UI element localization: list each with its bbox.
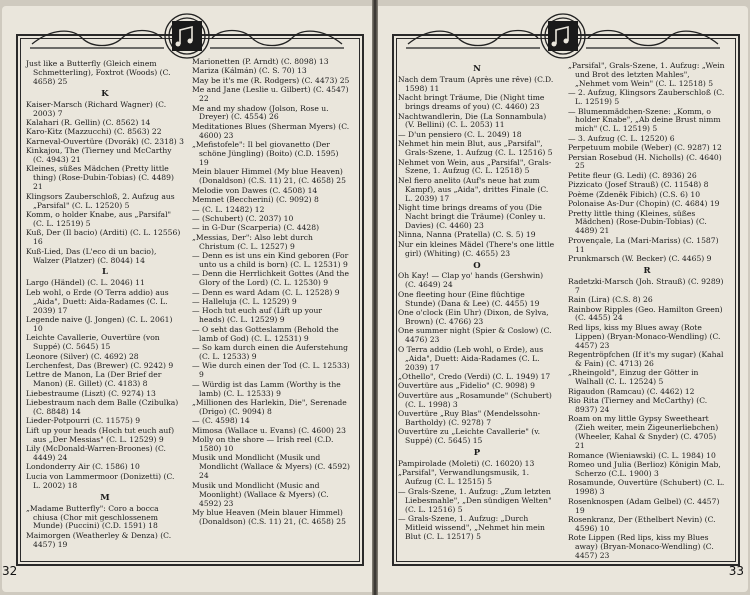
index-entry: — Blumenmädchen-Szene: „Komm, o holder Knabe", „Ab deine Brust nimm mich" (C. L. 12519) 5 xyxy=(568,106,721,134)
index-entry: Petite fleur (G. Ledi) (C. 8936) 26 xyxy=(568,170,697,180)
index-entry: — Denn es ward Adam (C. L. 12528) 9 xyxy=(192,287,340,297)
index-entry: Lily (McDonald-Warren-Broones) (C. 4449) 24 xyxy=(26,444,166,463)
index-entry: Klingsors Zauberschloß, 2. Aufzug aus „Parsifal" (C. L. 12520) 5 xyxy=(26,191,175,210)
index-entry: — in G-Dur (Scarperia) (C. 4428) xyxy=(192,223,320,233)
index-entry: — O seht das Gotteslamm (Behold the lamb of God) (C. L. 12531) 9 xyxy=(192,324,339,343)
index-entry: Rainbow Ripples (Geo. Hamilton Green) (C. 4455) 24 xyxy=(568,304,723,323)
index-entry: Leb wohl, o Erde (O Terra addio) aus „Aida", Duett: Aida-Radames (C. L. 2039) 17 xyxy=(26,287,169,315)
index-entry: Persian Rosebud (H. Nicholls) (C. 4640) 25 xyxy=(568,152,722,171)
index-entry: Roam on my little Gypsy Sweetheart (Zieh weiter, mein Zigeunerliebchen) (Wheeler, Kahal & Snyder) (C. 4705) 21 xyxy=(568,414,719,451)
left-column-2 xyxy=(192,58,350,527)
index-entry: Molly on the shore — Irish reel (C.D. 1580) 10 xyxy=(192,435,334,454)
index-entry: Ouvertüre „Ruy Blas" (Mendelssohn-Bartholdy) (C. 9278) 7 xyxy=(398,409,541,427)
index-entry: „Rheingold", Einzug der Götter in Walhall (C. L. 12524) 5 xyxy=(568,368,699,387)
index-entry: Romeo und Julia (Berlioz) Königin Mab, Scherzo (C.L. 1900) 3 xyxy=(568,459,721,478)
left-column-1 xyxy=(26,60,184,550)
index-entry: Kuß, Der (Il bacio) (Arditi) (C. L. 12556) 16 xyxy=(26,228,181,247)
section-letter: K xyxy=(101,88,109,99)
index-entry: — Denn es ist uns ein Kind geboren (For unto us a child is born) (C. L. 12531) 9 xyxy=(192,251,349,269)
index-entry: Mariza (Kálmán) (C. S. 70) 13 xyxy=(192,66,307,76)
index-entry: Liebestraum nach dem Balle (Czibulka) (C. 8848) 14 xyxy=(26,398,179,417)
index-entry: Melodie von Dawes (C. 4508) 14 xyxy=(192,185,318,195)
index-entry: — So kam durch einen die Auferstehung (C. L. 12533) 9 xyxy=(192,343,348,361)
index-entry: Nur ein kleines Mädel (There's one little girl) (Whiting) (C. 4655) 23 xyxy=(398,239,555,258)
index-entry: „Madame Butterfly": Coro a bocca chiusa (Chor mit geschlossenem Munde) (Puccini) (C.D. 1591) 18 xyxy=(26,503,159,531)
index-entry: Karneval-Ouvertüre (Dvorák) (C. 2318) 3 xyxy=(26,136,184,146)
index-entry: Nehmet von Wein, aus „Parsifal", Grals-Szene, 1. Aufzug (C. L. 12518) 5 xyxy=(398,157,552,176)
header-ornament xyxy=(398,8,728,66)
index-entry: Ouvertüre zu „Leichte Cavallerie" (v. Suppé) (C. 5645) 15 xyxy=(398,427,541,446)
index-entry: Mein blauer Himmel (My blue Heaven) (Donaldson) (C.S. 11) 21, (C. 4658) 25 xyxy=(192,167,346,186)
index-entry: Nach dem Traum (Après une rêve) (C.D. 1598) 11 xyxy=(398,74,554,93)
index-entry: Red lips, kiss my Blues away (Rote Lippen) (Bryan-Monaco-Wendling) (C. 4457) 23 xyxy=(568,322,721,350)
index-entry: Just like a Butterfly (Gleich einem Schmetterling), Foxtrot (Woods) (C. 4658) 25 xyxy=(26,59,171,86)
index-entry: Rosamunde, Ouvertüre (Schubert) (C. L. 1998) 3 xyxy=(568,478,725,497)
index-entry: — Halleluja (C. L. 12529) 9 xyxy=(192,297,297,307)
index-entry: Radetzki-Marsch (Joh. Strauß) (C. 9289) 7 xyxy=(568,276,724,295)
index-entry: — 2. Aufzug, Klingsors Zauberschloß (C. L. 12519) 5 xyxy=(568,88,725,107)
index-entry: Kuß-Lied, Das (L'eco di un bacio), Walzer (Platzer) (C. 8044) 14 xyxy=(26,246,157,265)
index-entry: — Grals-Szene, 1. Aufzug: „Zum letzten Liebesmahle", „Den sündigen Welten" (C. L. 12516) 5 xyxy=(398,486,552,514)
index-entry: O Terra addio (Leb wohl, o Erde), aus „Aida", Duett: Aida-Radames (C. L. 2039) 17 xyxy=(398,344,544,372)
index-entry: Mimosa (Wallace u. Evans) (C. 4600) 23 xyxy=(192,425,346,435)
index-entry: Karo-Kitz (Mazzucchi) (C. 8563) 22 xyxy=(26,127,162,137)
page-number: 33 xyxy=(728,564,744,578)
index-entry: Rosenknospen (Adam Gelbel) (C. 4457) 19 xyxy=(568,496,720,515)
section-letter: N xyxy=(473,64,481,74)
right-column-1 xyxy=(398,62,556,542)
index-entry: Lettre de Manon, La (Der Brief der Manon) (E. Gillet) (C. 4183) 8 xyxy=(26,370,162,389)
index-entry: Memnet (Beccherini) (C. 9092) 8 xyxy=(192,195,319,205)
index-entry: One fleeting hour (Eine flüchtige Stunde) (Dana & Lee) (C. 4455) 19 xyxy=(398,289,540,308)
index-entry: Ouvertüre aus „Rosamunde" (Schubert) (C. L. 1998) 3 xyxy=(398,390,552,409)
section-letter: M xyxy=(100,492,110,503)
index-entry: Lerchenfest, Das (Brewer) (C. 9242) 9 xyxy=(26,361,174,370)
index-entry: One summer night (Spier & Coslow) (C. 4476) 23 xyxy=(398,326,552,345)
section-letter: P xyxy=(473,448,481,459)
index-entry: Kaiser-Marsch (Richard Wagner) (C. 2003) 7 xyxy=(26,99,167,118)
index-entry: Rain (Lira) (C.S. 8) 26 xyxy=(568,295,653,305)
index-entry: „Parsifal", Grals-Szene, 1. Aufzug: „Wein und Brot des letzten Mahles", „Nehmet vom Wein" (C. L. 12518) 5 xyxy=(568,61,725,88)
index-entry: Romance (Wieniawski) (C. L. 1984) 10 xyxy=(568,450,716,460)
index-entry: — Würdig ist das Lamm (Worthy is the lamb) (C. L. 12533) 9 xyxy=(192,379,341,398)
index-entry: „Parsifal", Verwandlungsmusik, 1. Aufzug (C. L. 12515) 5 xyxy=(398,468,530,487)
index-entry: — (C. L. 12482) 12 xyxy=(192,204,265,214)
index-entry: „Millionen des Harlekin, Die", Serenade (Drigo) (C. 9094) 8 xyxy=(192,398,347,416)
index-entry: Kleines, süßes Mädchen (Pretty little thing) (Rose-Dubin-Tobias) (C. 4489) 21 xyxy=(26,164,174,192)
index-entry: May be it's me (R. Rodgers) (C. 4473) 25 xyxy=(192,75,350,85)
index-entry: „Mefistofele": Il bel giovanetto (Der schöne Jüngling) (Boito) (C.D. 1595) 19 xyxy=(192,140,339,167)
index-entry: Londonderry Air (C. 1586) 10 xyxy=(26,462,140,472)
index-entry: Pizzicato (Josef Strauß) (C. 11548) 8 xyxy=(568,180,709,190)
index-entry: Nacht bringt Träume, Die (Night time brings dreams of you) (C. 4460) 23 xyxy=(398,93,545,112)
section-letter: L xyxy=(102,267,108,278)
index-entry: — Grals-Szene, 1. Aufzug: „Durch Mitleid wissend", „Nehmet hin mein Blut (C. L. 12517) 5 xyxy=(398,514,545,541)
index-entry: — (C. 4598) 14 xyxy=(192,416,250,426)
index-entry: — Denn die Herrlichkeit Gottes (And the Glory of the Lord) (C. L. 12530) 9 xyxy=(192,269,349,288)
index-entry: Oh Kay! — Clap yo' hands (Gershwin) (C. 4649) 24 xyxy=(398,271,544,290)
index-entry: Night time brings dreams of you (Die Nacht bringt die Träume) (Conley u. Davies) (C. 4460) 23 xyxy=(398,203,546,230)
index-entry: Polonaise As-Dur (Chopin) (C. 4684) 19 xyxy=(568,199,720,209)
index-entry: Rosenkranz, Der (Ethelbert Nevin) (C. 4596) 10 xyxy=(568,514,716,533)
index-entry: Lift up your heads (Hoch tut euch auf) aus „Der Messias" (C. L. 12529) 9 xyxy=(26,425,175,444)
index-entry: Leonore (Silver) (C. 4692) 28 xyxy=(26,351,139,361)
index-entry: Me and my shadow (Jolson, Rose u. Dreyer) (C. 4554) 26 xyxy=(192,103,329,122)
index-entry: Ninna, Nanna (Pratella) (C. S. 5) 19 xyxy=(398,230,536,240)
index-entry: Kalahari (R. Gellin) (C. 8562) 14 xyxy=(26,117,151,127)
index-entry: Perpetuum mobile (Weber) (C. 9287) 12 xyxy=(568,143,722,153)
section-letter: O xyxy=(473,260,481,271)
index-entry: Musik und Mondlicht (Music and Moonlight) (Wallace & Myers) (C. 4592) 23 xyxy=(192,480,329,508)
index-entry: Lucia von Lammermoor (Donizetti) (C. L. 2002) 18 xyxy=(26,471,175,490)
index-entry: — (Schubert) (C. 2037) 10 xyxy=(192,213,294,223)
index-entry: Komm, o holder Knabe, aus „Parsifal" (C. L. 12519) 5 xyxy=(26,210,171,228)
index-entry: Poème (Zdeněk Fibich) (C.S. 6) 10 xyxy=(568,189,701,199)
index-entry: Ouvertüre aus „Fidelio" (C. 9098) 9 xyxy=(398,381,535,391)
index-entry: Marionetten (P. Arndt) (C. 8098) 13 xyxy=(192,57,329,66)
page-number: 32 xyxy=(2,564,18,578)
index-entry: Prunkmarsch (W. Becker) (C. 4465) 9 xyxy=(568,254,712,264)
index-entry: — Wie durch einen der Tod (C. L. 12533) 9 xyxy=(192,361,350,380)
index-entry: Maimorgen (Weatherley & Denza) (C. 4457) 19 xyxy=(26,530,172,549)
index-entry: Nel fiero anelito (Auf's neue hat zum Kampf), aus „Aida", drittes Finale (C. L. 2039) 17 xyxy=(398,175,549,203)
index-entry: One o'clock (Ein Uhr) (Dixon, de Sylva, Brown) (C. 4766) 23 xyxy=(398,308,549,326)
index-entry: Nehmet hin mein Blut, aus „Parsifal", Grals-Szene, 1. Aufzug (C. L. 12516) 5 xyxy=(398,139,553,158)
index-entry: Nachtwandlerin, Die (La Sonnambula) (V. Bellini) (C. L. 2053) 11 xyxy=(398,111,547,130)
left-page xyxy=(2,6,372,592)
right-column-2 xyxy=(568,62,726,561)
index-entry: Musik und Mondlicht (Musik und Mondlicht (Wallace & Myers) (C. 4592) 24 xyxy=(192,453,350,481)
index-entry: Liebestraume (Liszt) (C. 9274) 13 xyxy=(26,388,156,398)
index-entry: Me and Jane (Leslie u. Gilbert) (C. 4547) 22 xyxy=(192,85,349,104)
index-entry: Pampirolade (Moleti) (C. 16020) 13 xyxy=(398,459,535,469)
index-entry: — Hoch tut euch auf (Lift up your heads) (C. L. 12529) 9 xyxy=(192,306,323,325)
index-entry: Leichte Cavallerie, Ouvertüre (von Suppé) (C. 5645) 15 xyxy=(26,333,160,352)
index-entry: Pretty little thing (Kleines, süßes Mädchen) (Rose-Dubin-Tobias) (C. 4489) 21 xyxy=(568,208,707,236)
index-entry: „Messias, Der": Also lebt durch Christum (C. L. 12527) 9 xyxy=(192,232,313,251)
index-entry: Rote Lippen (Red lips, kiss my Blues away) (Bryan-Monaco-Wendling) (C. 4457) 23 xyxy=(568,533,714,561)
index-entry: Meditationes Blues (Sherman Myers) (C. 4600) 23 xyxy=(192,121,350,140)
index-entry: — 3. Aufzug (C. L. 12520) 6 xyxy=(568,133,675,143)
index-entry: Kinkajou, The (Tierney und McCarthy (C. 4943) 21 xyxy=(26,146,172,165)
index-entry: My blue Heaven (Mein blauer Himmel) (Donaldson) (C.S. 11) 21, (C. 4658) 25 xyxy=(192,507,346,526)
index-entry: Lieder-Potpourri (C. 11575) 9 xyxy=(26,416,141,426)
index-entry: Rio Rita (Tierney and McCarthy) (C. 8937) 24 xyxy=(568,396,708,415)
index-entry: Regentröpfchen (If it's my sugar) (Kahal & Fain) (C. 4713) 26 xyxy=(568,350,724,368)
section-letter: R xyxy=(643,265,651,276)
index-entry: Rigaudon (Ramcau) (C. 4462) 12 xyxy=(568,386,695,396)
index-entry: „Othello", Credo (Verdi) (C. L. 1949) 17 xyxy=(398,371,551,381)
right-page xyxy=(378,6,748,592)
index-entry: Largo (Händel) (C. L. 2046) 11 xyxy=(26,278,145,288)
index-entry: — D'un pensiero (C. L. 2049) 18 xyxy=(398,129,522,139)
index-entry: Provençale, La (Mari-Mariss) (C. 1587) 11 xyxy=(568,235,719,254)
index-entry: Legende naive (J. Jongen) (C. L. 2061) 10 xyxy=(26,314,173,333)
